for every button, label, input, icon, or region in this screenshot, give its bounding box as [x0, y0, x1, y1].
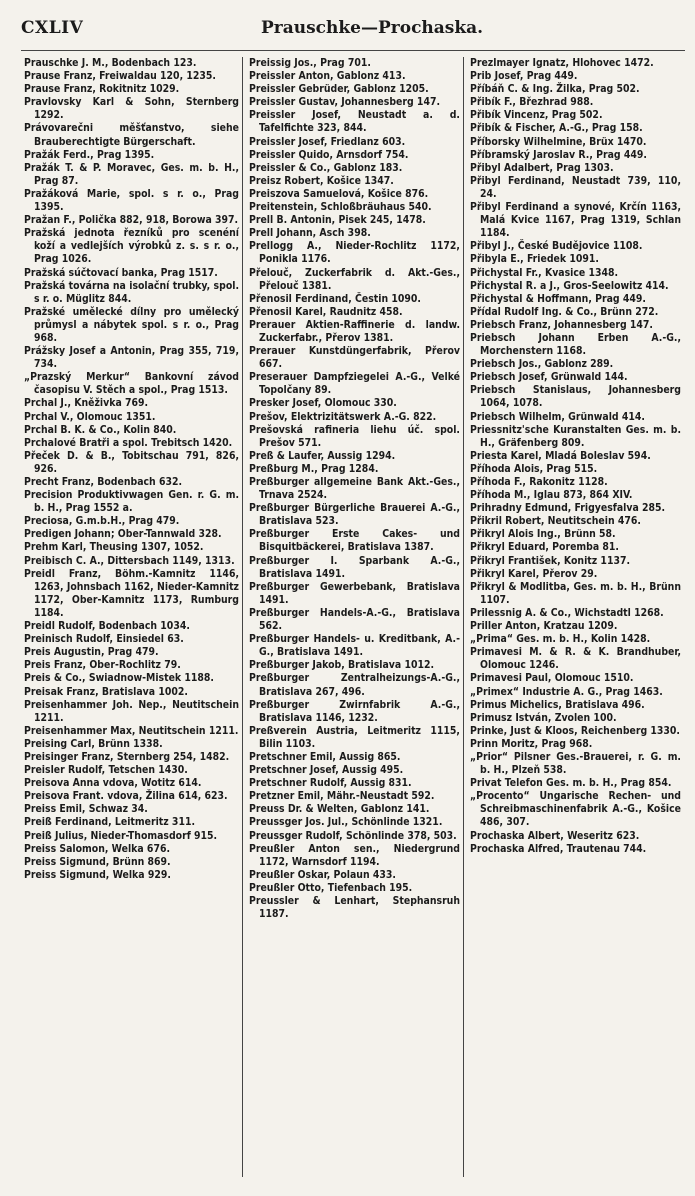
directory-entry: Právovarečni měšťanstvo, siehe Brauberechtigte Bürgerschaft.	[24, 122, 239, 148]
directory-entry: Preissler Josef, Neustadt a. d. Tafelfichte 323, 844.	[249, 109, 460, 135]
directory-entry: Prchal J., Kněživka 769.	[24, 397, 149, 410]
directory-entry: Preisenhammer Joh. Nep., Neutitschein 1211.	[24, 698, 239, 724]
directory-entry: Prihradny Edmund, Frigyesfalva 285.	[470, 502, 666, 515]
directory-entry: Preßburger I. Sparbank A.-G., Bratislava 1491.	[249, 554, 460, 580]
directory-entry: Precision Produktivwagen Gen. r. G. m. b. H., Prag 1552 a.	[24, 489, 239, 515]
directory-entry: Prochaska Albert, Weseritz 623.	[470, 829, 640, 842]
directory-entry: Přenosil Karel, Raudnitz 458.	[249, 305, 403, 318]
directory-entry: Prilessnig A. & Co., Wichstadtl 1268.	[470, 606, 664, 619]
directory-entry: Přídal Rudolf Ing. & Co., Brünn 272.	[470, 305, 659, 318]
directory-entry: Příhoda Alois, Prag 515.	[470, 462, 598, 475]
directory-entry: Priebsch Stanislaus, Johannesberg 1064, 1078.	[470, 384, 681, 410]
directory-entry: Preussger Rudolf, Schönlinde 378, 503.	[249, 829, 457, 842]
directory-entry: Preßburger Gewerbebank, Bratislava 1491.	[249, 580, 460, 606]
directory-entry: Preissler Gustav, Johannesberg 147.	[249, 96, 440, 109]
directory-entry: Přibyl Ferdinand, Neustadt 739, 110, 24.	[470, 174, 681, 200]
page-number: CXLIV	[21, 18, 84, 38]
directory-entry: Přelouč, Zuckerfabrik d. Akt.-Ges., Přelouč 1381.	[249, 266, 460, 292]
directory-entry: Priebsch Wilhelm, Grünwald 414.	[470, 410, 645, 423]
directory-entry: Pretzner Emil, Mähr.-Neustadt 592.	[249, 790, 435, 803]
directory-entry: Priesta Karel, Mladá Boleslav 594.	[470, 449, 651, 462]
directory-entry: Preußler Anton sen., Niedergrund 1172, Warnsdorf 1194.	[249, 842, 460, 868]
directory-entry: Preiszova Samuelová, Košice 876.	[249, 187, 429, 200]
directory-entry: Preisova Frant. vdova, Žilina 614, 623.	[24, 790, 228, 803]
directory-entry: Preussler & Lenhart, Stephansruh 1187.	[249, 895, 460, 921]
directory-entry: Priebsch Franz, Johannesberg 147.	[470, 318, 653, 331]
directory-entry: Preuss Dr. & Welten, Gablonz 141.	[249, 803, 430, 816]
directory-entry: Preiss Salomon, Welka 676.	[24, 842, 171, 855]
entry-columns	[21, 57, 685, 1177]
directory-entry: Pražan F., Polička 882, 918, Borowa 397.	[24, 214, 239, 227]
directory-entry: Přikryl František, Konitz 1137.	[470, 554, 631, 567]
directory-entry: Přichystal R. a J., Gros-Seelowitz 414.	[470, 279, 669, 292]
directory-entry: Preßburger Jakob, Bratislava 1012.	[249, 659, 435, 672]
directory-entry: „Prior“ Pilsner Ges.-Brauerei, r. G. m. b. H., Plzeň 538.	[470, 750, 681, 777]
directory-entry: Preissler Gebrüder, Gablonz 1205.	[249, 83, 429, 96]
directory-entry: Preisova Anna vdova, Wotitz 614.	[24, 777, 202, 790]
directory-entry: Prellogg A., Nieder-Rochlitz 1172, Ponikla 1176.	[249, 240, 460, 266]
directory-entry: Přikryl Eduard, Poremba 81.	[470, 541, 619, 554]
directory-entry: Prchalové Bratři a spol. Trebitsch 1420.	[24, 436, 233, 449]
directory-entry: Privat Telefon Ges. m. b. H., Prag 854.	[470, 777, 672, 790]
directory-entry: Preissler & Co., Gablonz 183.	[249, 161, 403, 174]
directory-entry: Pravlovsky Karl & Sohn, Sternberg 1292.	[24, 96, 239, 122]
directory-entry: Preissler Quido, Arnsdorf 754.	[249, 148, 409, 161]
directory-entry: Přikryl Alois Ing., Brünn 58.	[470, 528, 616, 541]
directory-entry: Preiß Julius, Nieder-Thomasdorf 915.	[24, 829, 218, 842]
directory-entry: Priller Anton, Kratzau 1209.	[470, 620, 618, 633]
directory-entry: Prochaska Alfred, Trautenau 744.	[470, 842, 647, 855]
directory-entry: Preßburger Handels-A.-G., Bratislava 562.	[249, 606, 460, 633]
directory-entry: Preiß Ferdinand, Leitmeritz 311.	[24, 816, 195, 829]
directory-entry: Preß & Laufer, Aussig 1294.	[249, 449, 396, 462]
directory-entry: Preisinger Franz, Sternberg 254, 1482.	[24, 750, 230, 763]
directory-entry: Preisler Rudolf, Tetschen 1430.	[24, 764, 188, 777]
running-head: Prauschke—Prochaska.	[261, 18, 484, 38]
directory-entry: Primavesi M. & R. & K. Brandhuber, Olomouc 1246.	[470, 646, 681, 672]
directory-entry: Přikryl Karel, Přerov 29.	[470, 567, 598, 580]
directory-entry: Preßverein Austria, Leitmeritz 1115, Bilin 1103.	[249, 724, 460, 750]
directory-entry: Přibík Vincenz, Prag 502.	[470, 109, 603, 122]
directory-entry: Preissig Jos., Prag 701.	[249, 57, 371, 69]
directory-entry: Preussger Jos. Jul., Schönlinde 1321.	[249, 816, 443, 829]
directory-entry: Přibyl J., České Budějovice 1108.	[470, 240, 643, 253]
directory-entry: Pražská jednota řezníků pro scenéní koží a vedlejších výrobků z. s. s r. o., Prag 1026.	[24, 227, 239, 266]
directory-entry: Preisz Robert, Košice 1347.	[249, 174, 394, 187]
directory-entry: Preissler Anton, Gablonz 413.	[249, 70, 406, 83]
page-header	[21, 18, 685, 46]
directory-entry: Preßburger Handels- u. Kreditbank, A.-G., Bratislava 1491.	[249, 633, 460, 659]
directory-entry: Prinn Moritz, Prag 968.	[470, 737, 593, 750]
directory-entry: Preußler Oskar, Polaun 433.	[249, 868, 396, 881]
directory-entry: Prell B. Antonin, Pisek 245, 1478.	[249, 214, 426, 227]
directory-entry: Prážsky Josef a Antonin, Prag 355, 719, 734.	[24, 345, 239, 371]
directory-entry: Preis Franz, Ober-Rochlitz 79.	[24, 659, 181, 672]
column-3	[463, 57, 684, 1177]
directory-entry: Preßburger Bürgerliche Brauerei A.-G., Bratislava 523.	[249, 502, 460, 528]
directory-entry: Preissler Josef, Friedlanz 603.	[249, 135, 406, 148]
directory-entry: Preidl Franz, Böhm.-Kamnitz 1146, 1263, Johnsbach 1162, Nieder-Kamnitz 1172, Ober-Kamnitz 1173, Rumburg 1184.	[24, 567, 239, 619]
directory-entry: Pražák Ferd., Prag 1395.	[24, 148, 155, 161]
directory-entry: Preciosa, G.m.b.H., Prag 479.	[24, 515, 180, 528]
directory-entry: Preisak Franz, Bratislava 1002.	[24, 685, 188, 698]
directory-entry: Příborsky Wilhelmine, Brüx 1470.	[470, 135, 647, 148]
directory-entry: Priebsch Johann Erben A.-G., Morchenstern 1168.	[470, 331, 681, 358]
directory-entry: „Procento“ Ungarische Rechen- und Schreibmaschinenfabrik A.-G., Košice 486, 307.	[470, 790, 681, 829]
directory-entry: Pražská súčtovací banka, Prag 1517.	[24, 266, 218, 279]
directory-entry: Prehm Karl, Theusing 1307, 1052.	[24, 541, 204, 554]
directory-entry: Preiss Sigmund, Welka 929.	[24, 868, 171, 881]
directory-entry: Preßburg M., Prag 1284.	[249, 462, 379, 475]
directory-entry: Preibisch C. A., Dittersbach 1149, 1313.	[24, 554, 235, 567]
directory-entry: Pretschner Rudolf, Aussig 831.	[249, 777, 412, 790]
directory-entry: Pražáková Marie, spol. s r. o., Prag 1395.	[24, 187, 239, 214]
directory-entry: „Primex“ Industrie A. G., Prag 1463.	[470, 685, 663, 698]
directory-entry: Preßburger Zentralheizungs-A.-G., Bratislava 267, 496.	[249, 672, 460, 698]
directory-entry: Přeček D. & B., Tobitschau 791, 826, 926.	[24, 449, 239, 475]
directory-entry: Presker Josef, Olomouc 330.	[249, 397, 397, 410]
directory-entry: Primavesi Paul, Olomouc 1510.	[470, 672, 634, 685]
directory-entry: Preßburger allgemeine Bank Akt.-Ges., Trnava 2524.	[249, 476, 460, 502]
directory-entry: Preßburger Zwirnfabrik A.-G., Bratislava 1146, 1232.	[249, 698, 460, 724]
directory-entry: Prib Josef, Prag 449.	[470, 70, 578, 83]
directory-entry: Priebsch Jos., Gablonz 289.	[470, 358, 614, 371]
directory-entry: Preis & Co., Swiadnow-Mistek 1188.	[24, 672, 214, 685]
directory-entry: Přibyl Ferdinand a synové, Krčín 1163, Malá Kvice 1167, Prag 1319, Schlan 1184.	[470, 201, 681, 240]
directory-entry: Pražská továrna na isolační trubky, spol. s r. o. Müglitz 844.	[24, 279, 239, 305]
directory-entry: Pretschner Emil, Aussig 865.	[249, 750, 401, 763]
directory-entry: Přichystal Fr., Kvasice 1348.	[470, 266, 619, 279]
directory-entry: Preising Carl, Brünn 1338.	[24, 737, 163, 750]
directory-entry: „Prazský Merkur“ Bankovní závod časopisu V. Stěch a spol., Prag 1513.	[24, 371, 239, 397]
column-2	[242, 57, 463, 1177]
column-1	[21, 57, 242, 1177]
directory-entry: Příbramský Jaroslav R., Prag 449.	[470, 148, 647, 161]
directory-entry: Preis Augustin, Prag 479.	[24, 646, 159, 659]
directory-entry: Přibík & Fischer, A.-G., Prag 158.	[470, 122, 643, 135]
directory-entry: Přibík F., Březhrad 988.	[470, 96, 594, 109]
directory-entry: Prešovská rafineria liehu úč. spol. Prešov 571.	[249, 423, 460, 449]
directory-entry: Přibyla E., Friedek 1091.	[470, 253, 599, 266]
directory-entry: Pretschner Josef, Aussig 495.	[249, 764, 404, 777]
directory-entry: Příbáň C. & Ing. Žilka, Prag 502.	[470, 83, 640, 96]
header-rule	[21, 50, 685, 51]
directory-entry: Pražské umělecké dílny pro umělecký průmysl a nábytek spol. s r. o., Prag 968.	[24, 305, 239, 344]
directory-entry: Příhoda F., Rakonitz 1128.	[470, 476, 608, 488]
directory-entry: Preitenstein, Schloßbräuhaus 540.	[249, 201, 432, 214]
directory-entry: Pražák T. & P. Moravec, Ges. m. b. H., Prag 87.	[24, 161, 239, 187]
directory-entry: Primusz István, Zvolen 100.	[470, 711, 617, 724]
directory-entry: Predigen Johann; Ober-Tannwald 328.	[24, 528, 222, 541]
directory-entry: Preßburger Erste Cakes- und Bisquitbäckerei, Bratislava 1387.	[249, 528, 460, 554]
directory-entry: Priebsch Josef, Grünwald 144.	[470, 371, 628, 384]
directory-entry: Preinisch Rudolf, Einsiedel 63.	[24, 633, 184, 646]
directory-entry: Prause Franz, Freiwaldau 120, 1235.	[24, 70, 216, 83]
directory-entry: Preußler Otto, Tiefenbach 195.	[249, 881, 413, 894]
directory-entry: Příhoda M., Iglau 873, 864 XIV.	[470, 489, 633, 502]
directory-entry: Přibyl Adalbert, Prag 1303.	[470, 161, 614, 174]
directory-entry: Přichystal & Hoffmann, Prag 449.	[470, 292, 646, 305]
directory-entry: Přenosil Ferdinand, Čestin 1090.	[249, 292, 421, 305]
directory-entry: Přikril Robert, Neutitschein 476.	[470, 515, 641, 528]
directory-entry: Preserauer Dampfziegelei A.-G., Velké Topolčany 89.	[249, 371, 460, 397]
directory-entry: Prešov, Elektrizitätswerk A.-G. 822.	[249, 410, 437, 423]
directory-entry: Prezlmayer Ignatz, Hlohovec 1472.	[470, 57, 654, 69]
directory-entry: Přikryl & Modlitba, Ges. m. b. H., Brünn 1107.	[470, 580, 681, 606]
directory-entry: Prauschke J. M., Bodenbach 123.	[24, 57, 197, 69]
directory-entry: Preiss Emil, Schwaz 34.	[24, 803, 148, 816]
directory-entry: Preiss Sigmund, Brünn 869.	[24, 855, 171, 868]
directory-entry: Prerauer Aktien-Raffinerie d. landw. Zuckerfabr., Přerov 1381.	[249, 318, 460, 344]
directory-entry: Prchal V., Olomouc 1351.	[24, 410, 156, 423]
directory-entry: Prell Johann, Asch 398.	[249, 227, 371, 240]
directory-entry: Prause Franz, Rokitnitz 1029.	[24, 83, 180, 96]
directory-entry: „Prima“ Ges. m. b. H., Kolin 1428.	[470, 633, 651, 646]
directory-entry: Primus Michelics, Bratislava 496.	[470, 698, 645, 711]
directory-entry: Prinke, Just & Kloos, Reichenberg 1330.	[470, 724, 680, 737]
directory-entry: Prerauer Kunstdüngerfabrik, Přerov 667.	[249, 345, 460, 371]
directory-entry: Prchal B. K. & Co., Kolin 840.	[24, 423, 177, 436]
directory-entry: Preisenhammer Max, Neutitschein 1211.	[24, 724, 239, 737]
directory-entry: Preidl Rudolf, Bodenbach 1034.	[24, 620, 190, 633]
directory-entry: Precht Franz, Bodenbach 632.	[24, 476, 183, 488]
directory-entry: Priessnitz'sche Kuranstalten Ges. m. b. H., Gräfenberg 809.	[470, 423, 681, 449]
